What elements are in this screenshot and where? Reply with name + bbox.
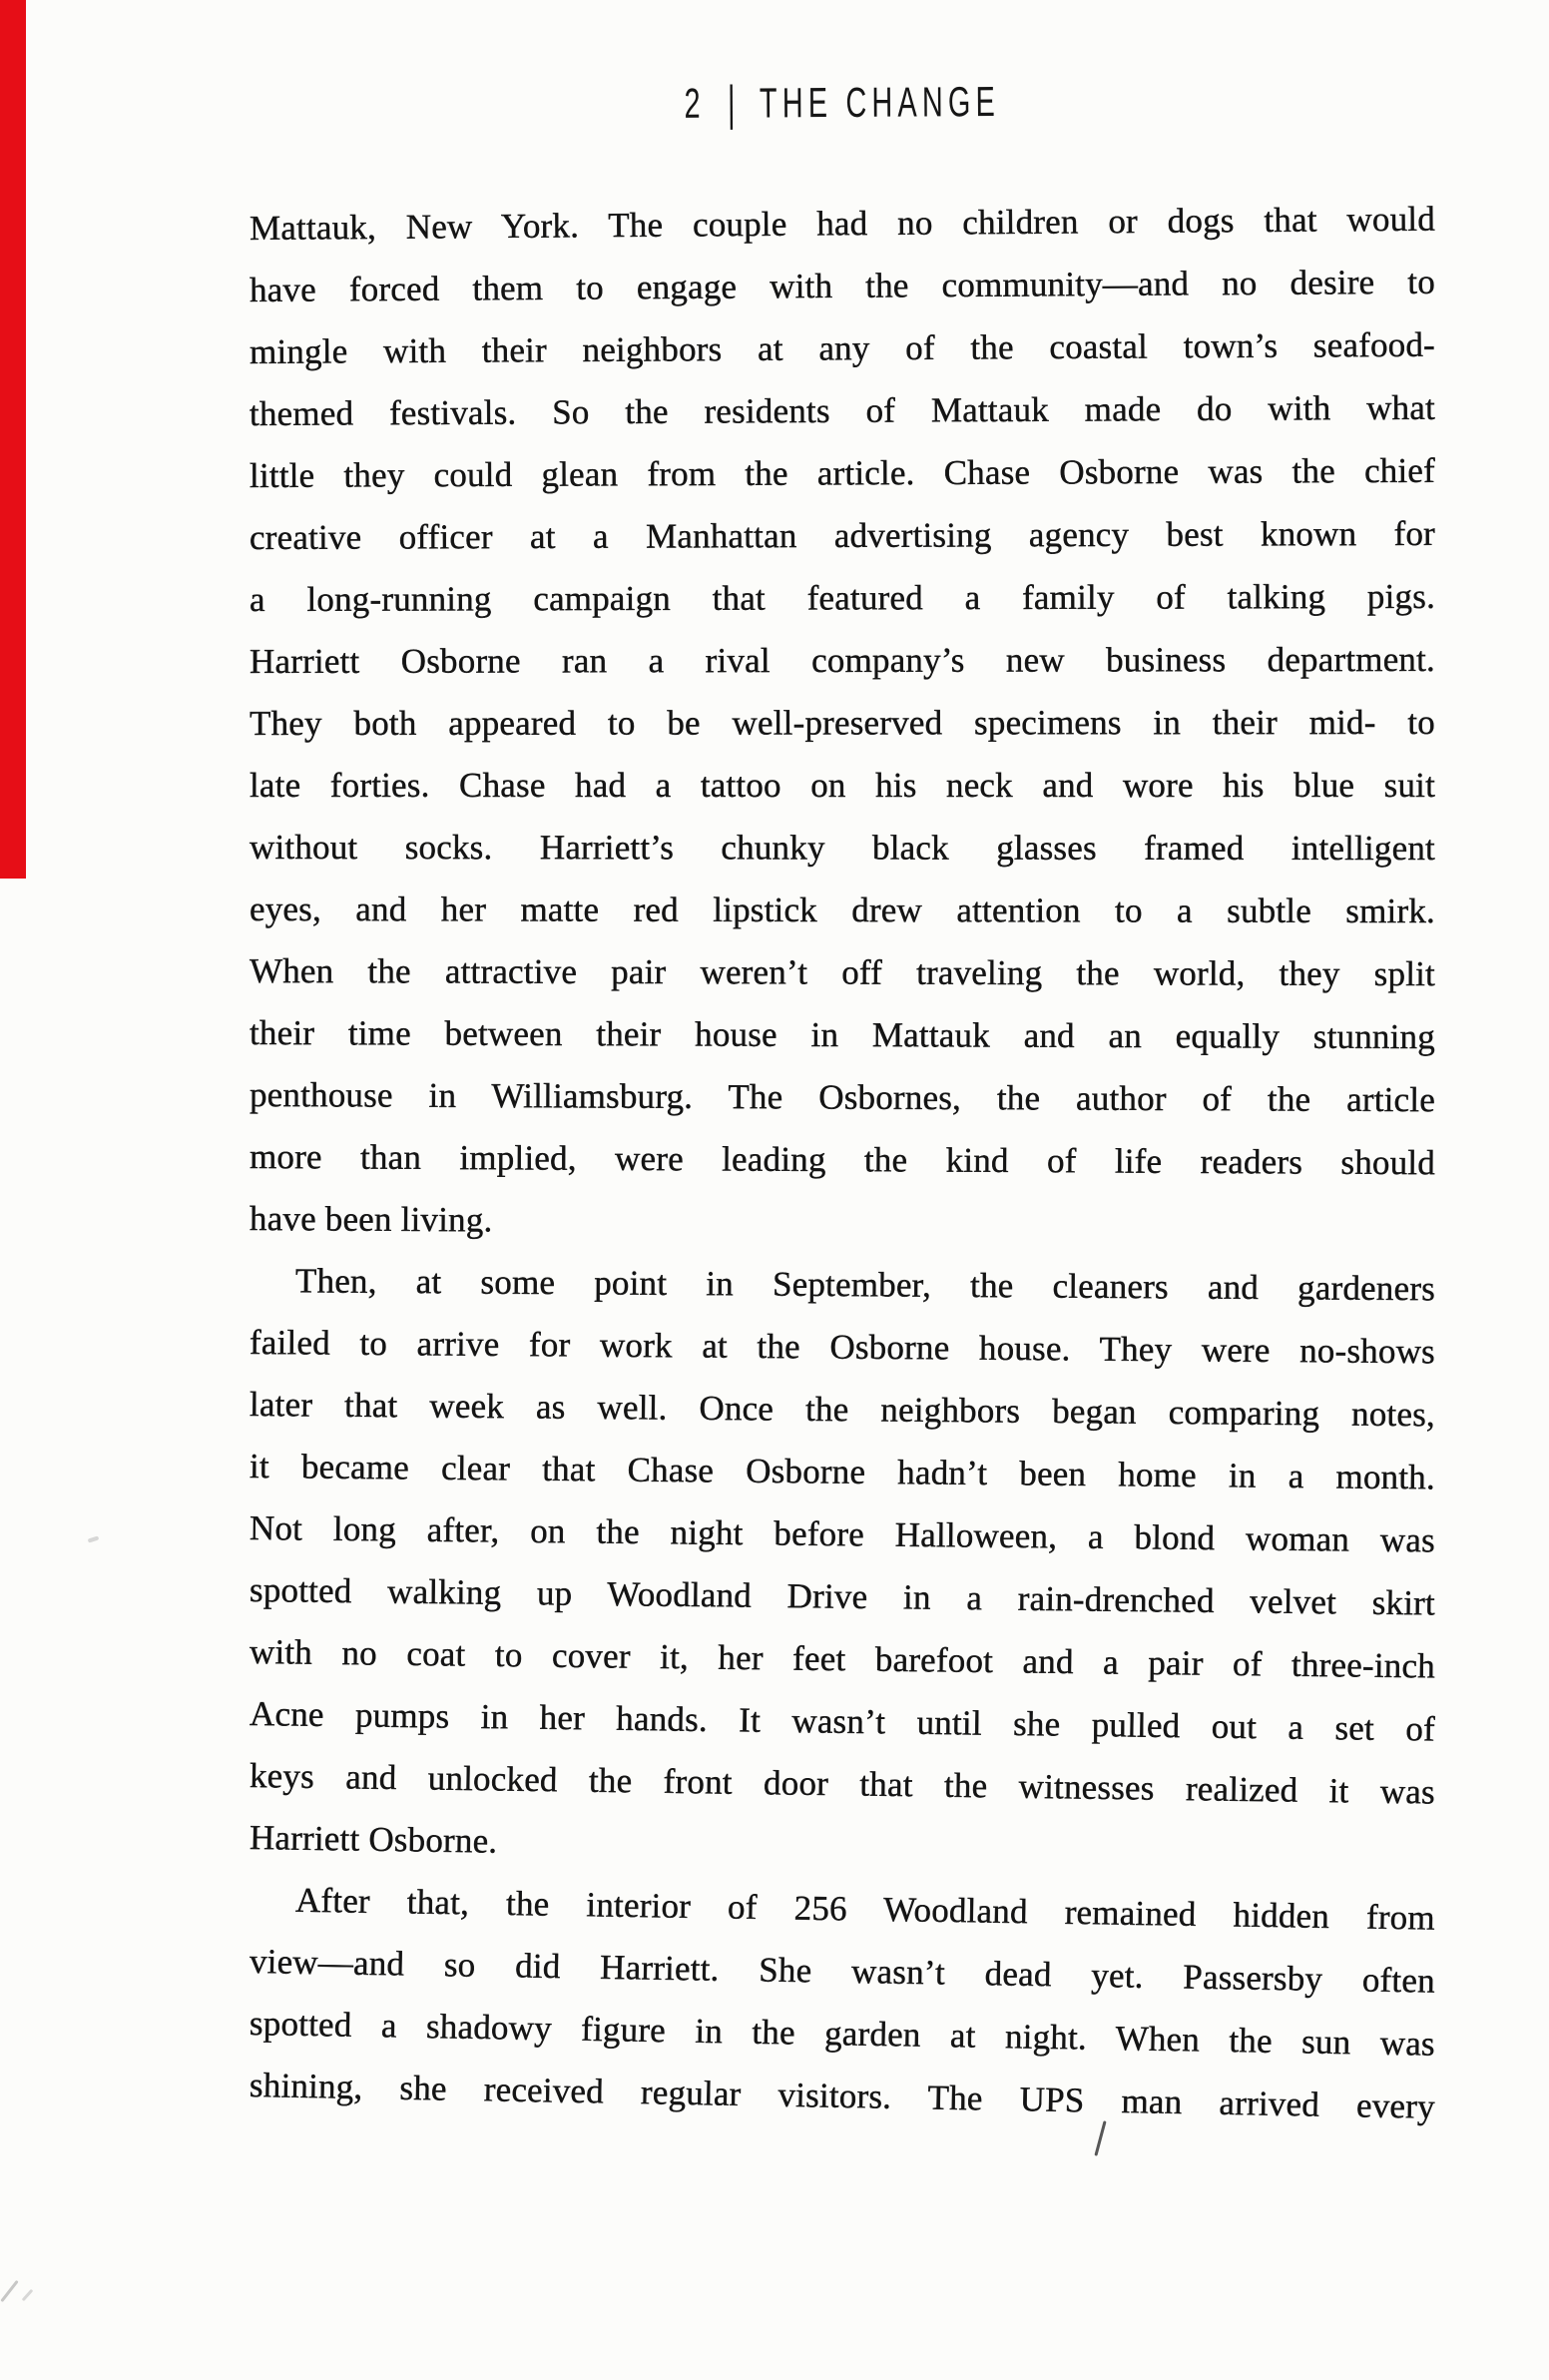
text-line: have been living.: [249, 1199, 493, 1240]
text-line: later that week as well. Once the neighbors began comparing notes,: [249, 1385, 1436, 1435]
text-line: Acne pumps in her hands. It wasn’t until she pulled out a set of: [249, 1694, 1436, 1749]
text-line: a long-running campaign that featured a family of talking pigs.: [249, 576, 1436, 619]
text-line: their time between their house in Mattauk and an equally stunning: [249, 1013, 1436, 1057]
text-line: it became clear that Chase Osborne hadn’t been home in a month.: [249, 1447, 1436, 1497]
text-line: Harriett Osborne ran a rival company’s new business department.: [249, 639, 1436, 681]
text-line: without socks. Harriett’s chunky black glasses framed intelligent: [249, 828, 1436, 869]
text-line: spotted walking up Woodland Drive in a rain-drenched velvet skirt: [249, 1570, 1436, 1623]
running-head-text: [684, 77, 1001, 131]
book-cover-edge-strip: [0, 0, 26, 879]
text-line: Not long after, on the night before Halloween, a blond woman was: [249, 1508, 1436, 1560]
text-line: mingle with their neighbors at any of the coastal town’s seafood-: [249, 324, 1436, 371]
text-line: more than implied, were leading the kind of life readers should: [249, 1137, 1436, 1183]
text-line: keys and unlocked the front door that the witnesses realized it was: [249, 1756, 1436, 1812]
text-line: themed festivals. So the residents of Mattauk made do with what: [249, 387, 1436, 433]
text-line: view—and so did Harriett. She wasn’t dead yet. Passersby often: [249, 1942, 1436, 2001]
text-line: have forced them to engage with the community—and no desire to: [249, 262, 1436, 309]
text-line: penthouse in Williamsburg. The Osbornes, the author of the article: [249, 1075, 1436, 1120]
text-line: spotted a shadowy figure in the garden at night. When the sun was: [249, 2004, 1436, 2064]
text-line: They both appeared to be well-preserved specimens in their mid- to: [249, 702, 1436, 743]
text-line: failed to arrive for work at the Osborne house. They were no-shows: [249, 1323, 1436, 1372]
header-separator: |: [728, 77, 742, 131]
book-title: THE CHANGE: [760, 79, 1001, 128]
text-line: with no coat to cover it, her feet barefoot and a pair of three-inch: [249, 1632, 1436, 1686]
running-head: [250, 78, 1435, 129]
text-line: late forties. Chase had a tattoo on his neck and wore his blue suit: [250, 766, 1435, 805]
text-line: creative officer at a Manhattan advertising agency best known for: [249, 513, 1436, 557]
text-line: Mattauk, New York. The couple had no children or dogs that would: [249, 199, 1436, 248]
text-line: little they could glean from the article. Chase Osborne was the chief: [249, 450, 1436, 495]
text-line: shining, she received regular visitors. The UPS man arrived every: [249, 2066, 1436, 2126]
text-line: Then, at some point in September, the cleaners and gardeners: [294, 1261, 1436, 1309]
page-number: 2: [684, 81, 707, 128]
body-text: [249, 198, 1436, 2126]
text-line: Harriett Osborne.: [249, 1818, 498, 1861]
scan-artifact-corner-mark: [0, 2280, 18, 2302]
scan-artifact-corner-mark: [22, 2289, 34, 2301]
scan-artifact-left-speck: [88, 1535, 100, 1542]
text-line: After that, the interior of 256 Woodland remained hidden from: [294, 1880, 1436, 1938]
text-line: When the attractive pair weren’t off traveling the world, they split: [249, 951, 1436, 994]
text-line: eyes, and her matte red lipstick drew attention to a subtle smirk.: [249, 890, 1436, 931]
